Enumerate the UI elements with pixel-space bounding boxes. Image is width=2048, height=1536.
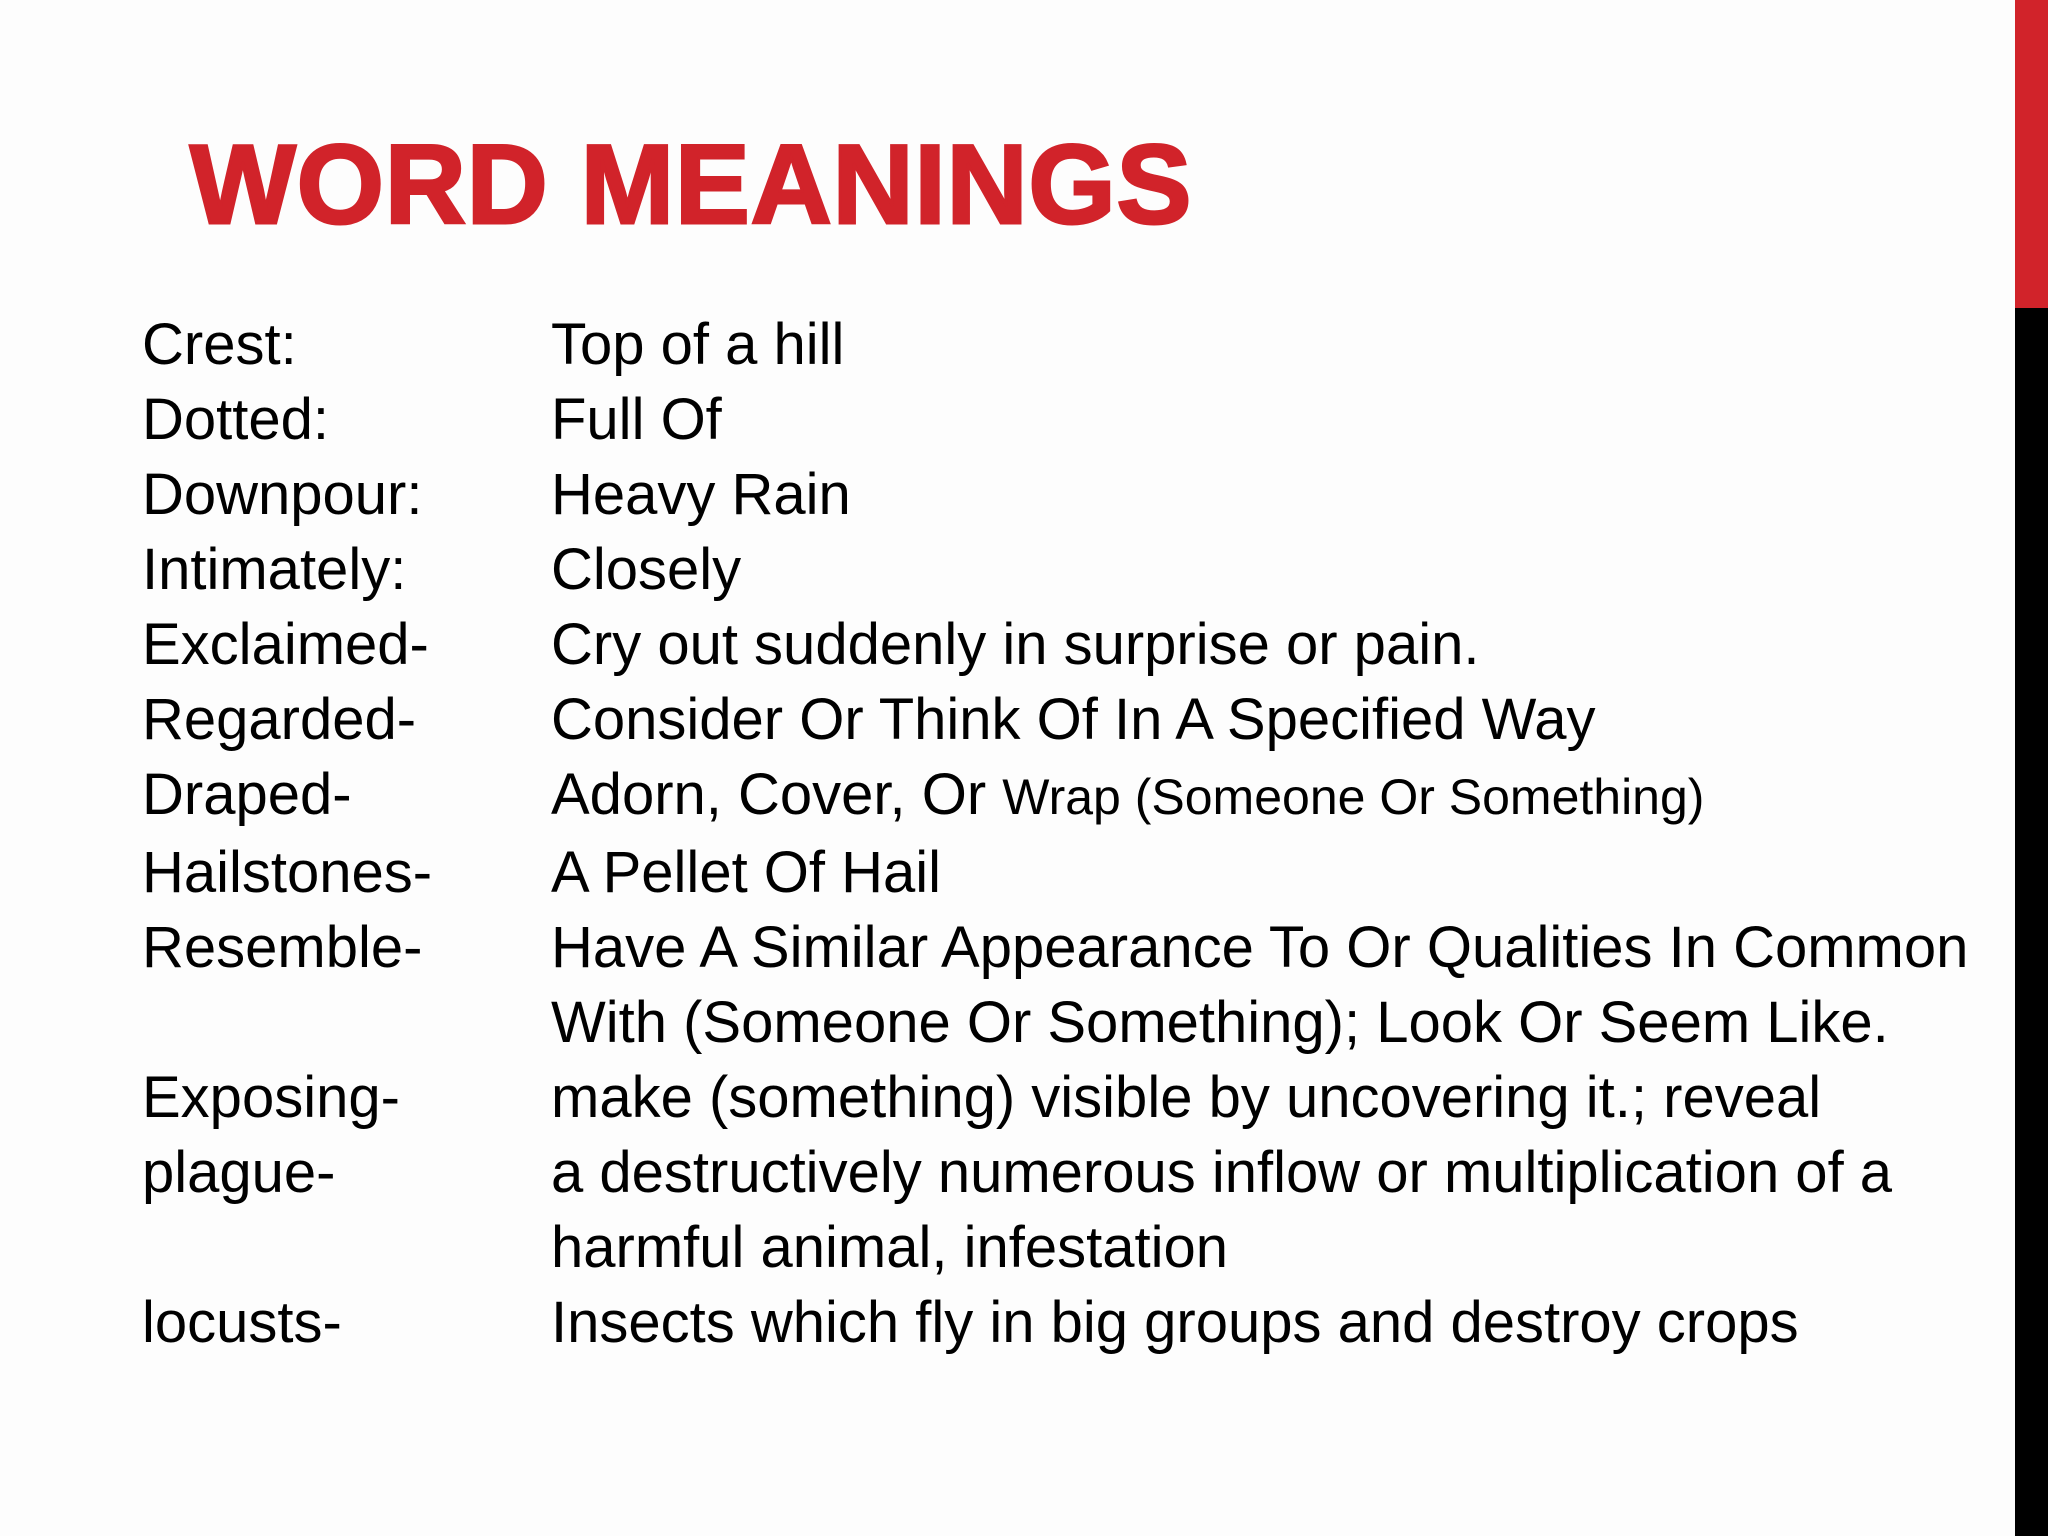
glossary-definition: a destructively numerous inflow or multiplication of a harmful animal, infestation: [551, 1140, 1893, 1280]
glossary-definition: make (something) visible by uncovering it.; reveal: [551, 1065, 1822, 1130]
glossary-entry-hailstones: [142, 835, 1882, 910]
accent-bar-red-segment: [2015, 0, 2048, 308]
glossary-definition: A Pellet Of Hail: [551, 840, 942, 905]
glossary-definition: Full Of: [551, 387, 722, 452]
glossary-entry-downpour: [142, 457, 1882, 532]
glossary-term: Exposing-: [142, 1065, 400, 1130]
accent-bar: [2015, 0, 2048, 1536]
glossary-definition: Consider Or Think Of In A Specified Way: [551, 687, 1596, 752]
glossary-entry-exclaimed: [142, 607, 1882, 682]
glossary-term: locusts-: [142, 1290, 342, 1355]
glossary-term: Exclaimed-: [142, 612, 429, 677]
glossary-term: Draped-: [142, 762, 352, 827]
glossary-entry-draped: [142, 757, 1882, 835]
glossary-entry-exposing: [142, 1060, 1882, 1135]
glossary-entry-regarded: [142, 682, 1882, 757]
glossary-entry-dotted: [142, 382, 1882, 457]
glossary-term: Dotted:: [142, 387, 329, 452]
glossary-entry-plague: [142, 1135, 1893, 1285]
glossary-definition: Insects which fly in big groups and destroy crops: [551, 1290, 1799, 1355]
glossary-definition: Cry out suddenly in surprise or pain.: [551, 612, 1480, 677]
glossary-list: [142, 307, 1969, 1360]
glossary-definition: Heavy Rain: [551, 462, 851, 527]
glossary-term: Hailstones-: [142, 840, 433, 905]
slide-title: WORD MEANINGS: [190, 122, 1193, 247]
glossary-definition-small: Wrap (Someone Or Something): [1002, 769, 1705, 825]
glossary-entry-locusts: [142, 1285, 1882, 1360]
glossary-term: Intimately:: [142, 537, 407, 602]
glossary-term: Crest:: [142, 312, 297, 377]
glossary-definition: Have A Similar Appearance To Or Qualities In Common With (Someone Or Something); Look Or Seem Like.: [551, 915, 1969, 1055]
glossary-entry-resemble: [142, 910, 1969, 1060]
glossary-definition: [551, 757, 2011, 835]
glossary-definition: Top of a hill: [551, 312, 845, 377]
glossary-definition-main: Adorn, Cover, Or: [551, 762, 1003, 827]
glossary-term: Regarded-: [142, 687, 417, 752]
glossary-entry-crest: [142, 307, 1882, 382]
glossary-entry-intimately: [142, 532, 1882, 607]
accent-bar-black-segment: [2015, 308, 2048, 1536]
glossary-term: Resemble-: [142, 915, 423, 980]
glossary-term: plague-: [142, 1140, 336, 1205]
glossary-term: Downpour:: [142, 462, 423, 527]
glossary-definition: Closely: [551, 537, 742, 602]
